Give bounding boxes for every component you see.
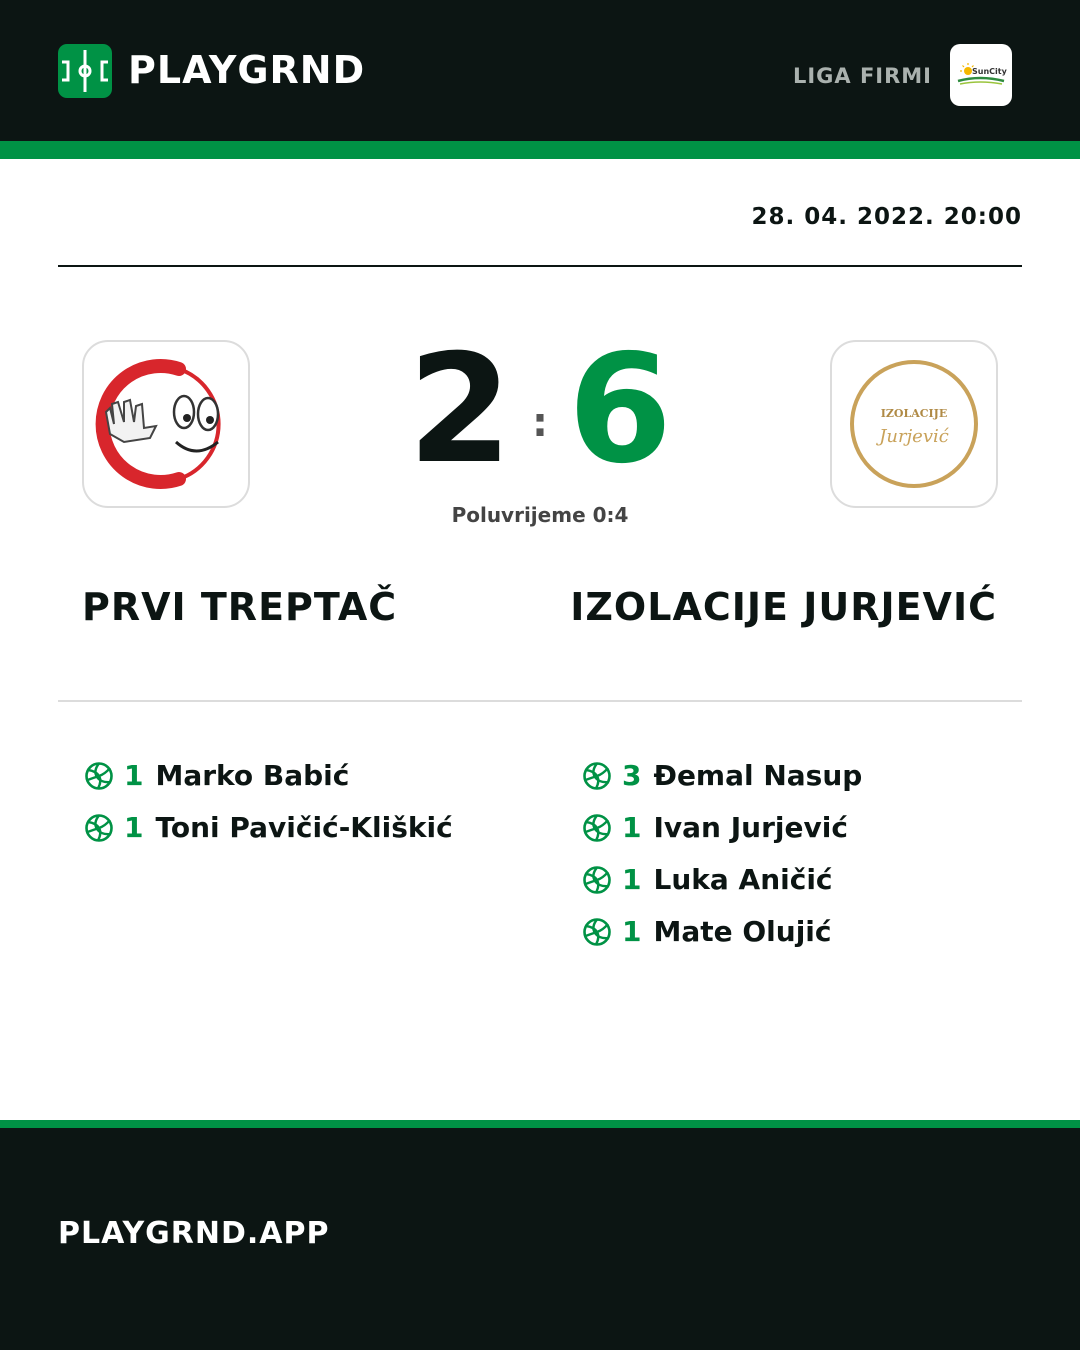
ball-icon xyxy=(84,813,114,843)
scorer-goals: 1 xyxy=(124,811,144,844)
footer-url: PLAYGRND.APP xyxy=(58,1216,330,1251)
scorer-name: Mate Olujić xyxy=(653,915,832,948)
scorer-goals: 1 xyxy=(622,863,642,896)
scorer-row xyxy=(582,750,1022,802)
smiley-wave-logo-icon xyxy=(84,342,248,506)
scorer-name: Ivan Jurjević xyxy=(653,811,848,844)
scorer-name: Luka Aničić xyxy=(653,863,833,896)
ball-icon xyxy=(582,865,612,895)
league-sponsor-logo xyxy=(950,44,1012,106)
scorer-goals: 3 xyxy=(622,759,642,792)
scorer-row xyxy=(582,802,1022,854)
away-score: 6 xyxy=(567,323,673,497)
scorer-row xyxy=(582,906,1022,958)
league-name: LIGA FIRMI xyxy=(792,64,932,88)
sun-logo-icon xyxy=(950,44,1012,106)
scorer-row xyxy=(84,750,524,802)
scorer-goals: 1 xyxy=(622,811,642,844)
ball-icon xyxy=(582,813,612,843)
scorer-name: Marko Babić xyxy=(155,759,350,792)
scorer-row xyxy=(582,854,1022,906)
ring-logo-icon xyxy=(832,342,996,506)
match-datetime: 28. 04. 2022. 20:00 xyxy=(751,204,1022,230)
halftime-score: Poluvrijeme 0:4 xyxy=(451,503,629,527)
ball-icon xyxy=(582,917,612,947)
divider xyxy=(58,265,1022,267)
home-score: 2 xyxy=(407,323,513,497)
home-team-logo xyxy=(82,340,250,508)
scorer-goals: 1 xyxy=(124,759,144,792)
scorer-name: Đemal Nasup xyxy=(653,759,863,792)
scorer-goals: 1 xyxy=(622,915,642,948)
home-team-name: PRVI TREPTAČ xyxy=(82,585,398,629)
pitch-logo-icon xyxy=(58,44,112,98)
ball-icon xyxy=(582,761,612,791)
away-team-logo xyxy=(830,340,998,508)
score-separator: : xyxy=(532,400,548,446)
divider xyxy=(58,700,1022,702)
header-accent-stripe xyxy=(0,141,1080,159)
brand-name: PLAYGRND xyxy=(128,48,366,92)
away-scorers-list xyxy=(582,750,1022,958)
ball-icon xyxy=(84,761,114,791)
scorer-row xyxy=(84,802,524,854)
away-team-name: IZOLACIJE JURJEVIĆ xyxy=(570,585,997,629)
svg-text:IZOLACIJE: IZOLACIJE xyxy=(880,407,948,420)
footer-accent-stripe xyxy=(0,1120,1080,1128)
home-scorers-list xyxy=(84,750,524,854)
svg-text:SunCity: SunCity xyxy=(972,67,1007,76)
scorer-name: Toni Pavičić-Kliškić xyxy=(155,811,453,844)
svg-text:Jurjević: Jurjević xyxy=(879,426,949,447)
